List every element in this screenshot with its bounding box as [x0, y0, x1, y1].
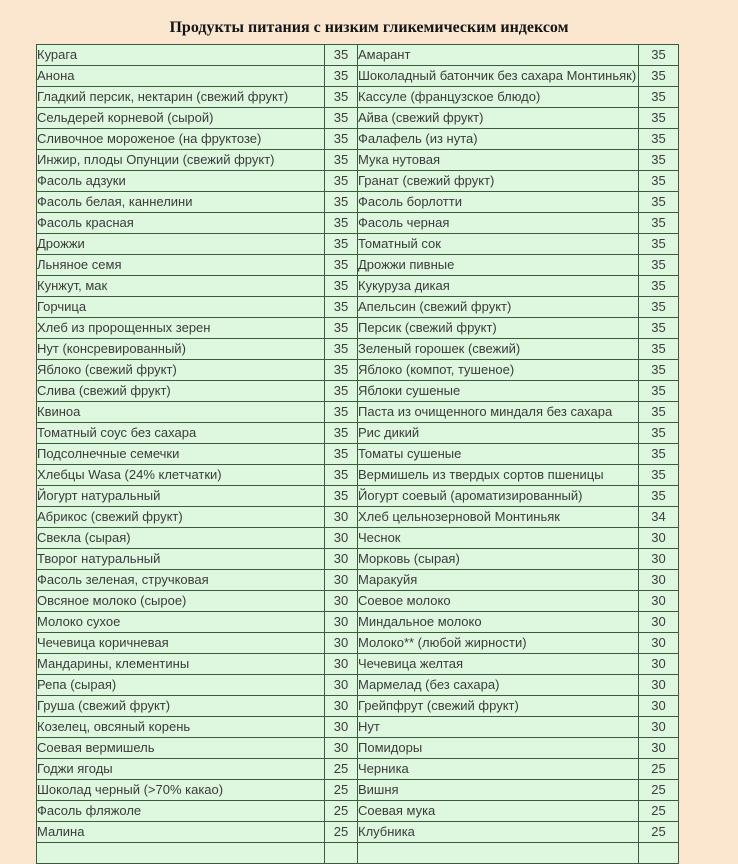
gi-value-cell: 25 [325, 780, 358, 801]
gi-value-cell: 35 [325, 486, 358, 507]
gi-value-cell: 35 [639, 87, 679, 108]
table-row [37, 444, 679, 465]
gi-value-cell: 30 [325, 591, 358, 612]
gi-value-cell: 35 [325, 192, 358, 213]
product-name-cell: Амарант [358, 45, 639, 66]
gi-value-cell: 35 [325, 297, 358, 318]
table-row [37, 45, 679, 66]
gi-value-cell: 35 [639, 108, 679, 129]
product-name-cell: Фасоль черная [358, 213, 639, 234]
gi-value-cell: 35 [325, 423, 358, 444]
gi-value-cell: 25 [639, 801, 679, 822]
gi-value-cell: 35 [639, 381, 679, 402]
product-name-cell: Апельсин (свежий фрукт) [358, 297, 639, 318]
gi-value-cell: 30 [639, 570, 679, 591]
gi-value-cell: 30 [639, 696, 679, 717]
product-name-cell: Томатный сок [358, 234, 639, 255]
gi-value-cell: 30 [639, 591, 679, 612]
gi-value-cell: 30 [639, 633, 679, 654]
product-name-cell: Клубника [358, 822, 639, 843]
product-name-cell: Мандарины, клементины [37, 654, 325, 675]
product-name-cell: Нут [358, 717, 639, 738]
table-row [37, 381, 679, 402]
product-name-cell: Квиноа [37, 402, 325, 423]
product-name-cell: Абрикос (свежий фрукт) [37, 507, 325, 528]
product-name-cell: Нут (консревированный) [37, 339, 325, 360]
product-name-cell: Мука нутовая [358, 150, 639, 171]
table-row [37, 318, 679, 339]
product-name-cell: Фасоль борлотти [358, 192, 639, 213]
table-row [37, 675, 679, 696]
product-name-cell: Томатный соус без сахара [37, 423, 325, 444]
product-name-cell: Помидоры [358, 738, 639, 759]
product-name-cell: Йогурт натуральный [37, 486, 325, 507]
table-row [37, 339, 679, 360]
gi-value-cell: 35 [325, 66, 358, 87]
table-row [37, 129, 679, 150]
product-name-cell: Чечевица коричневая [37, 633, 325, 654]
gi-value-cell: 30 [639, 738, 679, 759]
gi-value-cell: 30 [325, 696, 358, 717]
table-row [37, 801, 679, 822]
product-name-cell: Шоколад черный (>70% какао) [37, 780, 325, 801]
table-row [37, 192, 679, 213]
gi-value-cell: 35 [325, 150, 358, 171]
product-name-cell: Инжир, плоды Опунции (свежий фрукт) [37, 150, 325, 171]
product-name-cell: Овсяное молоко (сырое) [37, 591, 325, 612]
product-name-cell: Чеснок [358, 528, 639, 549]
product-name-cell: Йогурт соевый (ароматизированный) [358, 486, 639, 507]
product-name-cell: Фасоль фляжоле [37, 801, 325, 822]
product-name-cell: Вишня [358, 780, 639, 801]
product-name-cell: Соевая мука [358, 801, 639, 822]
product-name-cell: Рис дикий [358, 423, 639, 444]
gi-table [36, 44, 679, 864]
gi-value-cell: 35 [325, 465, 358, 486]
gi-value-cell: 25 [325, 801, 358, 822]
table-row [37, 780, 679, 801]
product-name-cell: Курага [37, 45, 325, 66]
table-row [37, 738, 679, 759]
table-row [37, 255, 679, 276]
gi-value-cell: 35 [639, 150, 679, 171]
table-row [37, 66, 679, 87]
product-name-cell: Кассуле (французское блюдо) [358, 87, 639, 108]
gi-value-cell: 30 [325, 717, 358, 738]
product-name-cell: Фасоль белая, каннелини [37, 192, 325, 213]
product-name-cell: Сельдерей корневой (сырой) [37, 108, 325, 129]
product-name-cell: Козелец, овсяный корень [37, 717, 325, 738]
product-name-cell: Творог натуральный [37, 549, 325, 570]
gi-value-cell: 30 [639, 612, 679, 633]
gi-value-cell: 30 [325, 654, 358, 675]
table-row [37, 87, 679, 108]
product-name-cell: Годжи ягоды [37, 759, 325, 780]
table-row [37, 696, 679, 717]
gi-value-cell: 35 [639, 255, 679, 276]
gi-value-cell: 25 [639, 759, 679, 780]
gi-value-cell: 35 [639, 171, 679, 192]
table-row [37, 654, 679, 675]
table-row [37, 591, 679, 612]
product-name-cell: Персик (свежий фрукт) [358, 318, 639, 339]
table-row [37, 822, 679, 843]
product-name-cell: Груша (свежий фрукт) [37, 696, 325, 717]
table-row [37, 108, 679, 129]
gi-value-cell: 34 [639, 507, 679, 528]
product-name-cell: Грейпфрут (свежий фрукт) [358, 696, 639, 717]
product-name-cell: Гранат (свежий фрукт) [358, 171, 639, 192]
gi-value-cell: 35 [325, 45, 358, 66]
product-name-cell: Молоко сухое [37, 612, 325, 633]
gi-value-cell: 35 [639, 402, 679, 423]
product-name-cell: Чечевица желтая [358, 654, 639, 675]
gi-value-cell: 35 [639, 192, 679, 213]
gi-value-cell: 35 [325, 213, 358, 234]
gi-value-cell: 35 [639, 444, 679, 465]
empty-cell [37, 843, 325, 864]
product-name-cell: Хлебцы Wasa (24% клетчатки) [37, 465, 325, 486]
product-name-cell: Томаты сушеные [358, 444, 639, 465]
product-name-cell: Яблоко (компот, тушеное) [358, 360, 639, 381]
gi-value-cell: 35 [325, 255, 358, 276]
gi-value-cell: 35 [639, 45, 679, 66]
product-name-cell: Гладкий персик, нектарин (свежий фрукт) [37, 87, 325, 108]
table-row [37, 570, 679, 591]
product-name-cell: Айва (свежий фрукт) [358, 108, 639, 129]
gi-value-cell: 35 [325, 318, 358, 339]
product-name-cell: Шоколадный батончик без сахара Монтиньяк) [358, 66, 639, 87]
gi-value-cell: 35 [639, 297, 679, 318]
gi-value-cell: 30 [325, 507, 358, 528]
gi-value-cell: 35 [325, 360, 358, 381]
product-name-cell: Кукуруза дикая [358, 276, 639, 297]
gi-value-cell: 35 [639, 129, 679, 150]
table-row [37, 360, 679, 381]
product-name-cell: Репа (сырая) [37, 675, 325, 696]
gi-value-cell: 30 [325, 612, 358, 633]
gi-table-body [37, 45, 679, 864]
product-name-cell: Соевая вермишель [37, 738, 325, 759]
table-row [37, 213, 679, 234]
product-name-cell: Молоко** (любой жирности) [358, 633, 639, 654]
gi-value-cell: 30 [325, 549, 358, 570]
table-row [37, 612, 679, 633]
product-name-cell: Слива (свежий фрукт) [37, 381, 325, 402]
gi-value-cell: 35 [639, 276, 679, 297]
table-row [37, 759, 679, 780]
gi-value-cell: 35 [639, 318, 679, 339]
empty-cell [639, 843, 679, 864]
gi-value-cell: 35 [325, 129, 358, 150]
table-row [37, 402, 679, 423]
product-name-cell: Горчица [37, 297, 325, 318]
gi-value-cell: 25 [639, 780, 679, 801]
gi-value-cell: 25 [325, 822, 358, 843]
gi-value-cell: 30 [639, 549, 679, 570]
product-name-cell: Яблоки сушеные [358, 381, 639, 402]
gi-value-cell: 25 [325, 759, 358, 780]
gi-value-cell: 35 [639, 486, 679, 507]
product-name-cell: Зеленый горошек (свежий) [358, 339, 639, 360]
product-name-cell: Маракуйя [358, 570, 639, 591]
product-name-cell: Дрожжи пивные [358, 255, 639, 276]
product-name-cell: Хлеб цельнозерновой Монтиньяк [358, 507, 639, 528]
table-row [37, 297, 679, 318]
gi-value-cell: 35 [639, 234, 679, 255]
product-name-cell: Фасоль адзуки [37, 171, 325, 192]
product-name-cell: Хлеб из пророщенных зерен [37, 318, 325, 339]
gi-value-cell: 35 [325, 108, 358, 129]
gi-value-cell: 35 [639, 339, 679, 360]
product-name-cell: Соевое молоко [358, 591, 639, 612]
gi-value-cell: 30 [325, 633, 358, 654]
product-name-cell: Анона [37, 66, 325, 87]
product-name-cell: Мармелад (без сахара) [358, 675, 639, 696]
product-name-cell: Свекла (сырая) [37, 528, 325, 549]
table-row [37, 528, 679, 549]
table-row [37, 171, 679, 192]
gi-value-cell: 30 [639, 654, 679, 675]
gi-value-cell: 35 [639, 423, 679, 444]
page-title: Продукты питания с низким гликемическим индексом [169, 19, 569, 36]
table-row [37, 549, 679, 570]
gi-value-cell: 30 [325, 570, 358, 591]
product-name-cell: Подсолнечные семечки [37, 444, 325, 465]
product-name-cell: Фасоль зеленая, стручковая [37, 570, 325, 591]
table-row [37, 507, 679, 528]
gi-value-cell: 35 [325, 171, 358, 192]
gi-value-cell: 35 [325, 339, 358, 360]
product-name-cell: Сливочное мороженое (на фруктозе) [37, 129, 325, 150]
product-name-cell: Фалафель (из нута) [358, 129, 639, 150]
gi-value-cell: 35 [639, 66, 679, 87]
gi-value-cell: 35 [325, 276, 358, 297]
product-name-cell: Фасоль красная [37, 213, 325, 234]
table-row [37, 717, 679, 738]
empty-cell [358, 843, 639, 864]
table-row [37, 423, 679, 444]
gi-value-cell: 35 [325, 381, 358, 402]
gi-value-cell: 35 [639, 360, 679, 381]
gi-value-cell: 30 [639, 675, 679, 696]
table-row [37, 150, 679, 171]
product-name-cell: Льняное семя [37, 255, 325, 276]
gi-value-cell: 35 [325, 444, 358, 465]
gi-value-cell: 30 [325, 738, 358, 759]
table-row [37, 234, 679, 255]
product-name-cell: Паста из очищенного миндаля без сахара [358, 402, 639, 423]
product-name-cell: Вермишель из твердых сортов пшеницы [358, 465, 639, 486]
empty-cell [325, 843, 358, 864]
product-name-cell: Черника [358, 759, 639, 780]
gi-value-cell: 35 [325, 87, 358, 108]
product-name-cell: Дрожжи [37, 234, 325, 255]
table-row [37, 276, 679, 297]
product-name-cell: Малина [37, 822, 325, 843]
gi-value-cell: 35 [639, 213, 679, 234]
product-name-cell: Яблоко (свежий фрукт) [37, 360, 325, 381]
gi-value-cell: 30 [325, 675, 358, 696]
table-row [37, 465, 679, 486]
product-name-cell: Кунжут, мак [37, 276, 325, 297]
gi-value-cell: 35 [325, 402, 358, 423]
gi-value-cell: 35 [325, 234, 358, 255]
gi-value-cell: 25 [639, 822, 679, 843]
gi-value-cell: 30 [639, 528, 679, 549]
gi-value-cell: 35 [639, 465, 679, 486]
table-row [37, 486, 679, 507]
product-name-cell: Морковь (сырая) [358, 549, 639, 570]
product-name-cell: Миндальное молоко [358, 612, 639, 633]
table-row [37, 633, 679, 654]
partial-row [37, 843, 679, 864]
gi-value-cell: 30 [325, 528, 358, 549]
gi-value-cell: 30 [639, 717, 679, 738]
